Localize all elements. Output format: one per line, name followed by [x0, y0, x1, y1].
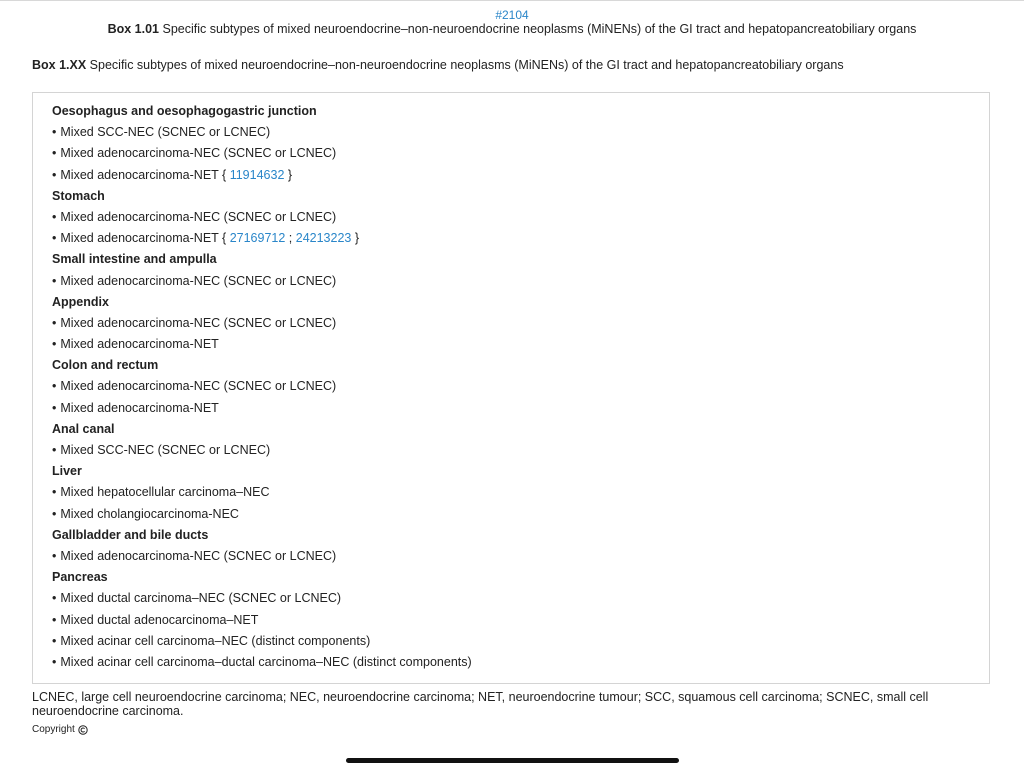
list-item: • Mixed cholangiocarcinoma-NEC — [52, 506, 239, 521]
list-item: • Mixed adenocarcinoma-NEC (SCNEC or LCNEC) — [52, 548, 337, 563]
list-item: • Mixed SCC-NEC (SCNEC or LCNEC) — [52, 443, 271, 457]
section-heading-small-intestine: Small intestine and ampulla — [52, 252, 217, 267]
abbreviations-footnote: LCNEC, large cell neuroendocrine carcinoma; NEC, neuroendocrine carcinoma; NET, neuroendocrine tumour; SCC, squamous cell carcinoma; SCNEC, small cell neuroendocrine carcinoma. — [32, 690, 929, 718]
box-caption-main-text: Specific subtypes of mixed neuroendocrine–non-neuroendocrine neoplasms (MiNENs) of the GI tract and hepatopancreatobiliary organs — [89, 58, 844, 72]
list-item: • Mixed acinar cell carcinoma–ductal carcinoma–NEC (distinct components) — [52, 654, 472, 669]
section-heading-oesophagus: Oesophagus and oesophagogastric junction — [52, 104, 317, 118]
copyright-label: Copyright — [32, 724, 75, 735]
list-item: • Mixed adenocarcinoma-NEC (SCNEC or LCNEC) — [52, 146, 337, 161]
top-divider — [0, 0, 1024, 1]
section-heading-appendix: Appendix — [52, 294, 109, 309]
minen-box — [32, 92, 990, 684]
list-item: • Mixed SCC-NEC (SCNEC or LCNEC) — [52, 125, 271, 140]
pubmed-ref-link[interactable]: 24213223 — [295, 231, 352, 246]
box-caption-main-label: Box 1.XX — [32, 58, 87, 72]
home-indicator[interactable] — [346, 758, 679, 763]
list-item: • Mixed adenocarcinoma-NEC (SCNEC or LCNEC) — [52, 209, 337, 224]
list-item: • Mixed adenocarcinoma-NEC (SCNEC or LCNEC) — [52, 315, 337, 330]
reference-id-link[interactable]: #2104 — [495, 8, 529, 22]
list-item: • Mixed adenocarcinoma-NEC (SCNEC or LCNEC) — [52, 273, 337, 288]
box-caption-top — [60, 22, 964, 36]
list-item: • Mixed adenocarcinoma-NET { 11914632 } — [52, 167, 293, 182]
pubmed-ref-link[interactable]: 27169712 — [229, 231, 286, 246]
box-caption-top-text: Specific subtypes of mixed neuroendocrine–non-neuroendocrine neoplasms (MiNENs) of the GI tract and hepatopancreatobiliary organs — [162, 22, 917, 36]
pubmed-ref-link[interactable]: 11914632 — [229, 167, 285, 182]
copyright-icon — [78, 725, 88, 735]
minen-list — [52, 104, 472, 676]
section-heading-colon: Colon and rectum — [52, 358, 159, 373]
section-heading-stomach: Stomach — [52, 188, 105, 203]
list-item: • Mixed adenocarcinoma-NEC (SCNEC or LCNEC) — [52, 379, 337, 394]
list-item: • Mixed acinar cell carcinoma–NEC (distinct components) — [52, 633, 371, 648]
section-heading-liver: Liver — [52, 464, 82, 479]
section-heading-anal: Anal canal — [52, 421, 115, 436]
list-item: • Mixed hepatocellular carcinoma–NEC — [52, 485, 270, 500]
section-heading-pancreas: Pancreas — [52, 570, 108, 585]
list-item: • Mixed adenocarcinoma-NET — [52, 400, 219, 415]
list-item: • Mixed ductal adenocarcinoma–NET — [52, 612, 259, 627]
box-caption-top-label: Box 1.01 — [107, 22, 160, 36]
section-heading-gallbladder: Gallbladder and bile ducts — [52, 527, 209, 542]
list-item: • Mixed ductal carcinoma–NEC (SCNEC or LCNEC) — [52, 591, 342, 606]
list-item: • Mixed adenocarcinoma-NET — [52, 337, 219, 352]
list-item: • Mixed adenocarcinoma-NET { 27169712 ; 24213223 } — [52, 231, 360, 246]
box-caption-main — [32, 58, 992, 72]
copyright-notice[interactable] — [32, 724, 88, 735]
